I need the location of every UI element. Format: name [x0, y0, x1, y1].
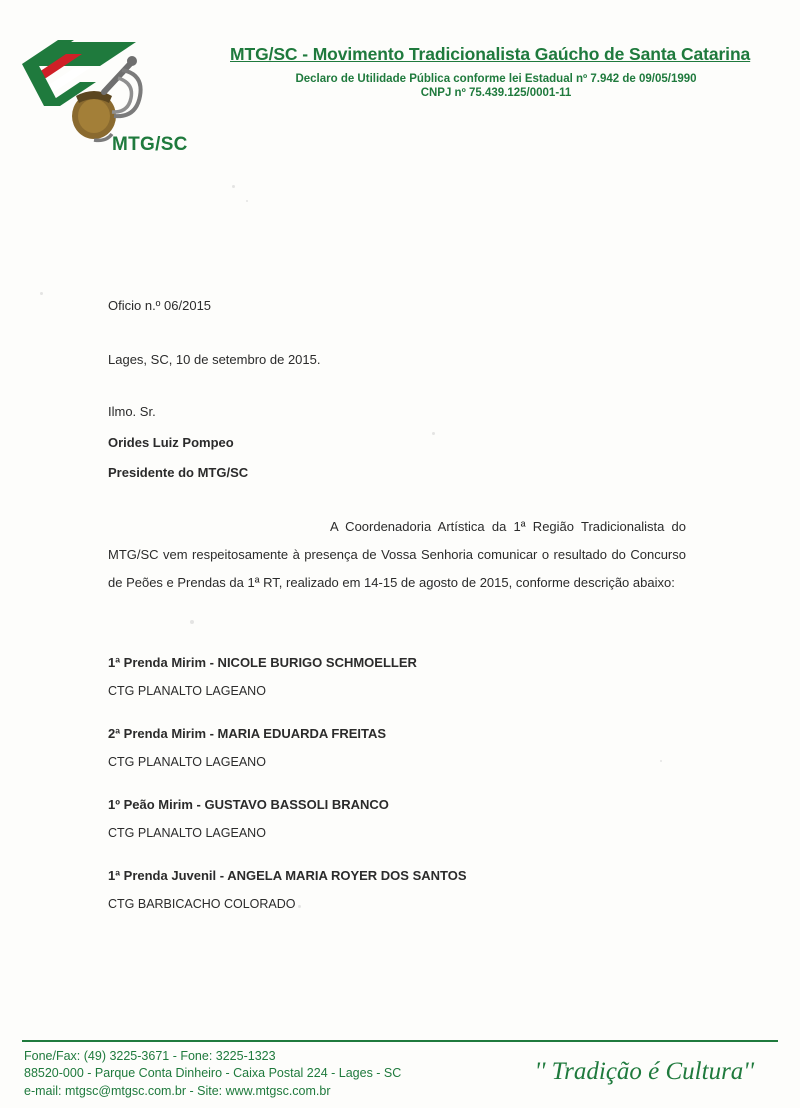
addressee-role: Presidente do MTG/SC	[108, 465, 249, 480]
letterhead	[0, 22, 800, 172]
scan-speckle	[246, 200, 248, 202]
result-ctg: CTG BARBICACHO COLORADO	[108, 896, 296, 911]
letter-paragraph: A Coordenadoria Artística da 1ª Região Tradicionalista do MTG/SC vem respeitosamente à presença de Vossa Senhoria comunicar o resultado do Concurso de Peões e Prendas da 1ª RT, realizado em 14-15 de agosto de 2015, conforme descrição abaixo:	[108, 519, 686, 590]
list-item	[108, 797, 686, 840]
addressee-block	[108, 405, 686, 479]
footer-email-line: e-mail: mtgsc@mtgsc.com.br - Site: www.mtgsc.com.br	[24, 1083, 331, 1098]
footer-address-line: 88520-000 - Parque Conta Dinheiro - Caixa Postal 224 - Lages - SC	[24, 1066, 402, 1081]
list-item	[108, 655, 686, 698]
addressee-salutation: Ilmo. Sr.	[108, 404, 156, 419]
result-ctg: CTG PLANALTO LAGEANO	[108, 825, 266, 840]
result-title: 2ª Prenda Mirim - MARIA EDUARDA FREITAS	[108, 725, 387, 741]
results-list	[108, 655, 686, 911]
organization-cnpj: CNPJ nº 75.439.125/0001-11	[420, 87, 572, 99]
result-title: 1ª Prenda Juvenil - ANGELA MARIA ROYER DOS SANTOS	[108, 867, 467, 883]
place-and-date: Lages, SC, 10 de setembro de 2015.	[108, 352, 321, 367]
organization-subtitle-utility: Declaro de Utilidade Pública conforme lei Estadual nº 7.942 de 09/05/1990	[295, 73, 697, 85]
letterhead-titles	[230, 44, 786, 99]
letter-body	[108, 298, 686, 939]
scan-speckle	[232, 185, 235, 188]
logo-wordmark: MTG/SC	[112, 134, 188, 155]
result-ctg: CTG PLANALTO LAGEANO	[108, 754, 266, 769]
result-title: 1º Peão Mirim - GUSTAVO BASSOLI BRANCO	[108, 796, 389, 812]
footer-phone-line: Fone/Fax: (49) 3225-3671 - Fone: 3225-1323	[24, 1049, 276, 1063]
list-item	[108, 868, 686, 911]
footer-slogan: '' Tradição é Cultura''	[534, 1058, 754, 1085]
organization-title: MTG/SC - Movimento Tradicionalista Gaúcho de Santa Catarina	[230, 44, 751, 64]
result-ctg: CTG PLANALTO LAGEANO	[108, 683, 266, 698]
addressee-name: Orides Luiz Pompeo	[108, 435, 234, 450]
footer-divider	[22, 1040, 778, 1042]
scan-speckle	[40, 292, 43, 295]
list-item	[108, 726, 686, 769]
oficio-number: Oficio n.º 06/2015	[108, 298, 212, 313]
result-title: 1ª Prenda Mirim - NICOLE BURIGO SCHMOELLER	[108, 654, 417, 670]
footer-contact	[24, 1048, 524, 1100]
